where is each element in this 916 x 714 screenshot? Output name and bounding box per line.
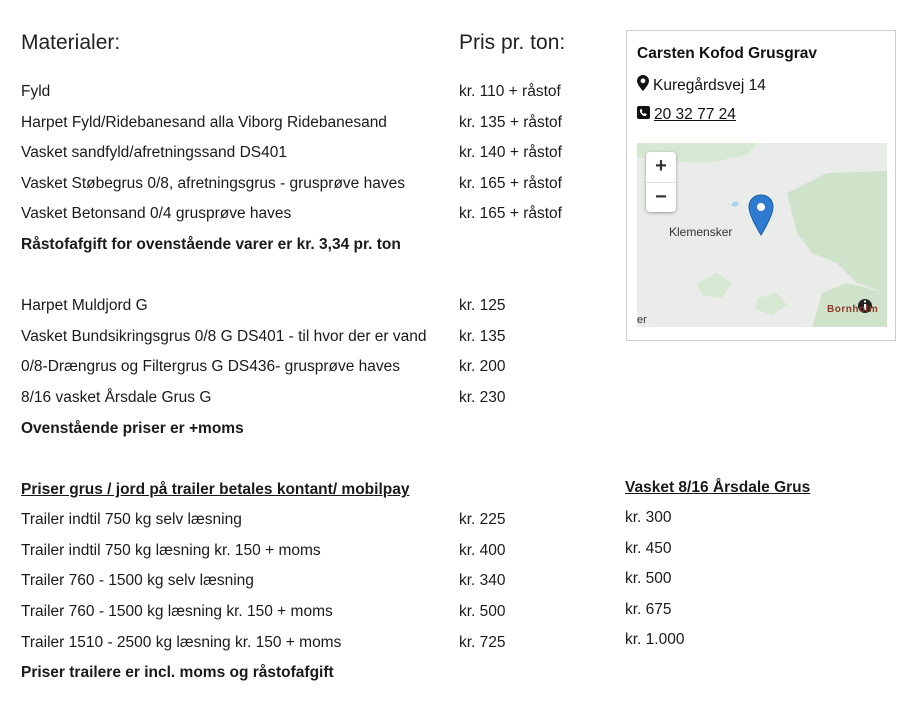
trailer-heading: Priser grus / jord på trailer betales kontant/ mobilpay [21, 481, 410, 498]
vat-note: Ovenstående priser er +moms [21, 420, 244, 437]
aarsdale-price: kr. 450 [625, 540, 672, 557]
phone-link[interactable]: 20 32 77 24 [654, 106, 736, 123]
material-name: Fyld [21, 83, 51, 100]
material-price: kr. 140 + råstof [459, 144, 562, 161]
material-name: Vasket Betonsand 0/4 grusprøve haves [21, 205, 292, 222]
trailer-name: Trailer indtil 750 kg læsning kr. 150 + moms [21, 542, 321, 559]
material-name: Vasket Bundsikringsgrus 0/8 G DS401 - til hvor der er vand [21, 328, 427, 345]
contact-card [626, 30, 896, 341]
material-price: kr. 135 [459, 328, 506, 345]
map-edge-label: er [637, 314, 647, 326]
aarsdale-price: kr. 675 [625, 601, 672, 618]
trailer-price: kr. 225 [459, 511, 506, 528]
material-name: 0/8-Drængrus og Filtergrus G DS436- grusprøve haves [21, 358, 401, 375]
material-price: kr. 135 + råstof [459, 114, 562, 131]
material-price: kr. 165 + råstof [459, 175, 562, 192]
material-name: Vasket Støbegrus 0/8, afretningsgrus - grusprøve haves [21, 175, 405, 192]
map-widget[interactable] [637, 143, 887, 327]
material-price: kr. 230 [459, 389, 506, 406]
zoom-control [646, 152, 676, 212]
trailer-name: Trailer indtil 750 kg selv læsning [21, 511, 242, 528]
zoom-out-button[interactable]: − [655, 186, 667, 208]
material-name: Harpet Muldjord G [21, 297, 148, 314]
aarsdale-price: kr. 1.000 [625, 631, 685, 648]
material-price: kr. 125 [459, 297, 506, 314]
zoom-in-button[interactable]: + [646, 152, 676, 183]
material-price: kr. 165 + råstof [459, 205, 562, 222]
trailer-price: kr. 500 [459, 603, 506, 620]
trailer-price: kr. 725 [459, 634, 506, 651]
address-text: Kuregårdsvej 14 [653, 76, 766, 94]
phone-line[interactable] [637, 106, 736, 124]
trailer-name: Trailer 760 - 1500 kg læsning kr. 150 + moms [21, 603, 333, 620]
trailer-price: kr. 340 [459, 572, 506, 589]
material-name: 8/16 vasket Årsdale Grus G [21, 389, 212, 406]
aarsdale-price: kr. 300 [625, 509, 672, 526]
material-price: kr. 110 + råstof [459, 83, 561, 100]
trailer-note: Priser trailere er incl. moms og råstofafgift [21, 664, 334, 681]
trailer-name: Trailer 1510 - 2500 kg læsning kr. 150 + moms [21, 634, 342, 651]
phone-icon [637, 106, 650, 124]
address-line [637, 75, 766, 96]
map-marker-icon [637, 75, 649, 96]
aarsdale-heading: Vasket 8/16 Årsdale Grus [625, 479, 811, 496]
material-name: Harpet Fyld/Ridebanesand alla Viborg Ridebanesand [21, 114, 387, 131]
company-name: Carsten Kofod Grusgrav [637, 45, 818, 62]
aarsdale-price: kr. 500 [625, 570, 672, 587]
material-name: Vasket sandfyld/afretningssand DS401 [21, 144, 287, 161]
map-region-label: Bornholm [827, 304, 879, 315]
materials-header: Materialer: [21, 31, 121, 54]
tax-note: Råstofafgift for ovenstående varer er kr. 3,34 pr. ton [21, 236, 401, 253]
trailer-name: Trailer 760 - 1500 kg selv læsning [21, 572, 254, 589]
material-price: kr. 200 [459, 358, 506, 375]
trailer-price: kr. 400 [459, 542, 506, 559]
map-place-label: Klemensker [669, 225, 733, 239]
price-header: Pris pr. ton: [459, 31, 566, 54]
